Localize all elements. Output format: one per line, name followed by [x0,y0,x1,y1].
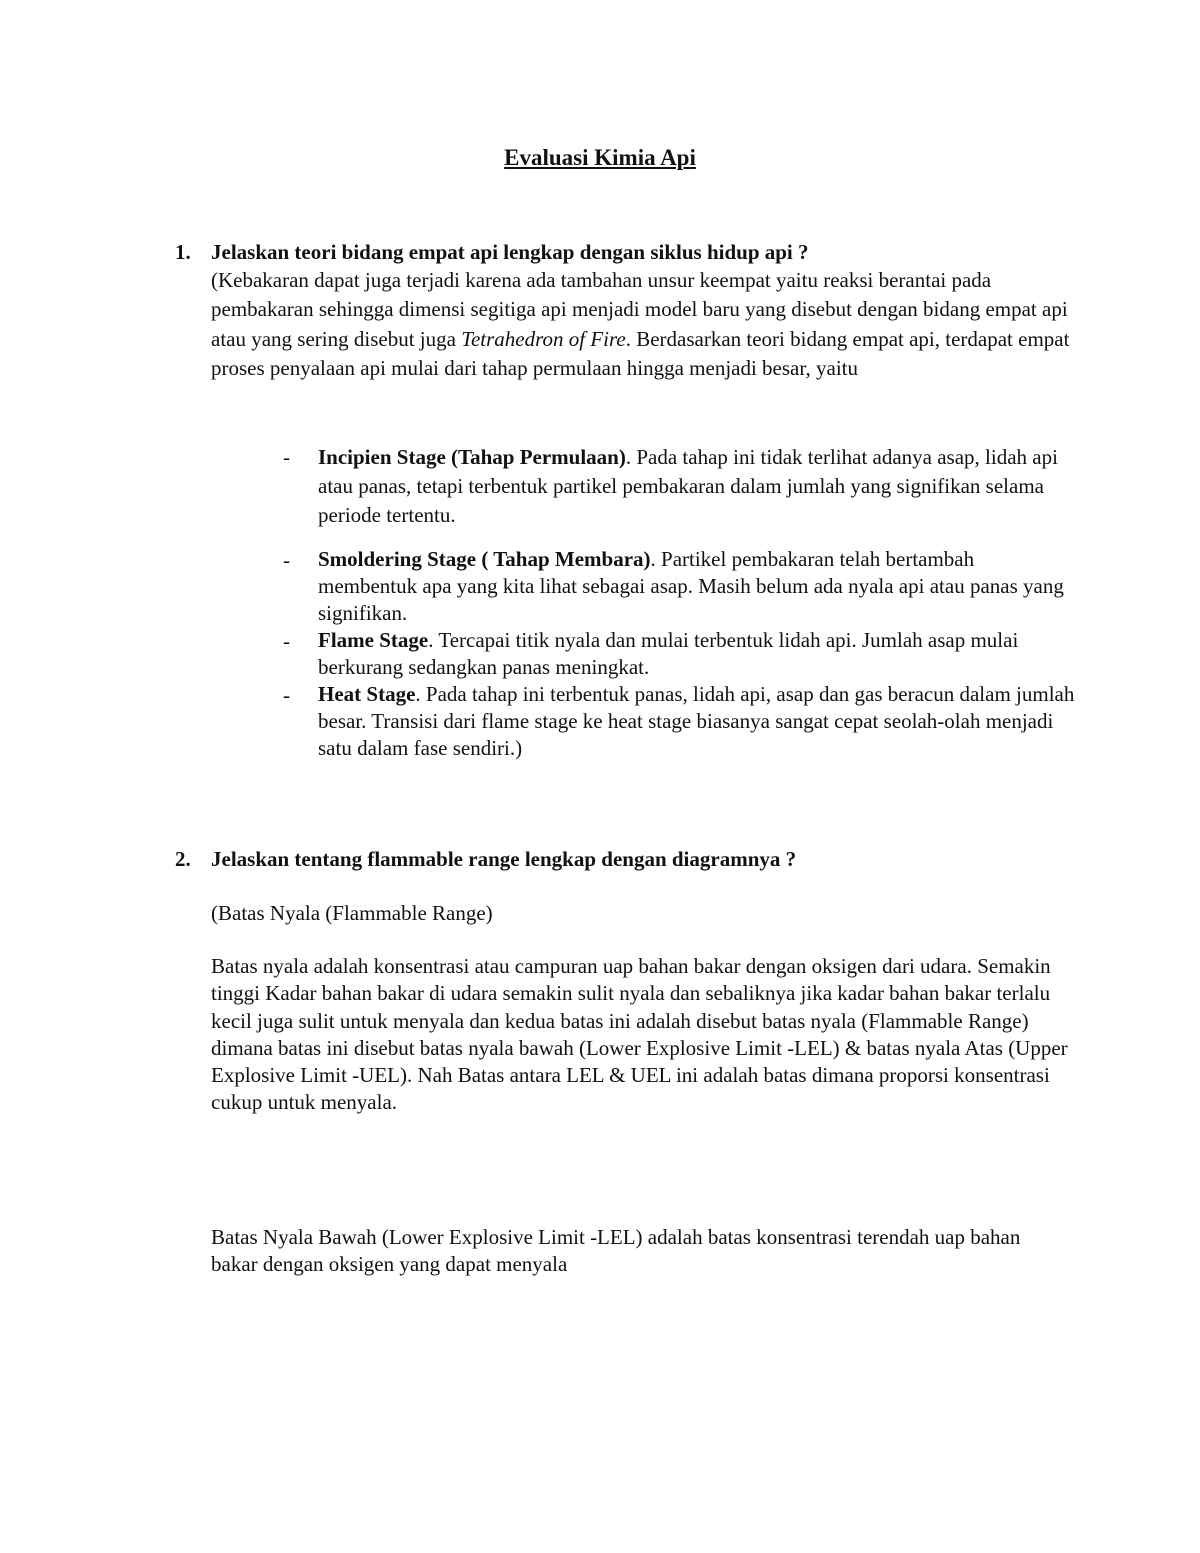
question-1-intro-paragraph [211,266,1071,383]
stage-2-dash: - [283,548,290,572]
intro-text-before: (Kebakaran dapat juga terjadi karena ada tambahan unsur keempat yaitu reaksi berantai pada pembakaran sehingga dimensi segitiga api menjadi model baru yang disebut dengan bidang empat api atau yang sering disebut juga [211,268,1068,351]
question-2-paragraph-2: Batas Nyala Bawah (Lower Explosive Limit -LEL) adalah batas konsentrasi terendah uap bahan bakar dengan oksigen yang dapat menyala [211,1225,1021,1277]
stage-2-name: Smoldering Stage ( Tahap Membara) [318,547,651,571]
stage-1-item [318,443,1078,530]
stage-4-dash: - [283,683,290,707]
stage-2-description: . Partikel pembakaran telah bertambah membentuk apa yang kita lihat sebagai asap. Masih belum ada nyala api atau panas yang signifikan. [318,547,1064,625]
stage-3-description: . Tercapai titik nyala dan mulai terbentuk lidah api. Jumlah asap mulai berkurang sedangkan panas meningkat. [318,628,1019,679]
stage-3-name: Flame Stage [318,628,429,652]
question-1-number: 1. [175,240,191,264]
question-2-subheading: (Batas Nyala (Flammable Range) [211,901,493,925]
question-1-text: Jelaskan teori bidang empat api lengkap dengan siklus hidup api ? [211,240,809,264]
stage-4-name: Heat Stage [318,682,416,706]
document-title: Evaluasi Kimia Api [504,145,696,170]
stage-1-description: . Pada tahap ini tidak terlihat adanya asap, lidah api atau panas, tetapi terbentuk partikel pembakaran dalam jumlah yang signifikan selama periode tertentu. [318,445,1058,527]
question-2-paragraph-1: Batas nyala adalah konsentrasi atau campuran uap bahan bakar dengan oksigen dari udara. Semakin tinggi Kadar bahan bakar di udara semakin sulit nyala dan sebaliknya jika kadar bahan bakar terlalu kecil juga sulit untuk menyala dan kedua batas ini adalah disebut batas nyala (Flammable Range) dimana batas ini disebut batas nyala bawah (Lower Explosive Limit -LEL) & batas nyala Atas (Upper Explosive Limit -UEL). Nah Batas antara LEL & UEL ini adalah batas dimana proporsi konsentrasi cukup untuk menyala. [211,954,1068,1115]
intro-italic-term: Tetrahedron of Fire [461,326,626,351]
stage-3-item [318,627,1078,681]
stage-1-dash: - [283,445,290,469]
stage-4-description: . Pada tahap ini terbentuk panas, lidah api, asap dan gas beracun dalam jumlah besar. Transisi dari flame stage ke heat stage biasanya sangat cepat seolah-olah menjadi satu dalam fase sendiri.) [318,682,1075,760]
question-2-number: 2. [175,847,191,871]
stage-3-dash: - [283,629,290,653]
stage-2-item [318,546,1078,627]
question-2-text: Jelaskan tentang flammable range lengkap dengan diagramnya ? [211,847,797,871]
stage-1-name: Incipien Stage (Tahap Permulaan) [318,445,626,469]
intro-text-after: . Berdasarkan teori bidang empat api, terdapat empat proses penyalaan api mulai dari tahap permulaan hingga menjadi besar, yaitu [211,326,1070,380]
stage-4-item [318,681,1078,762]
